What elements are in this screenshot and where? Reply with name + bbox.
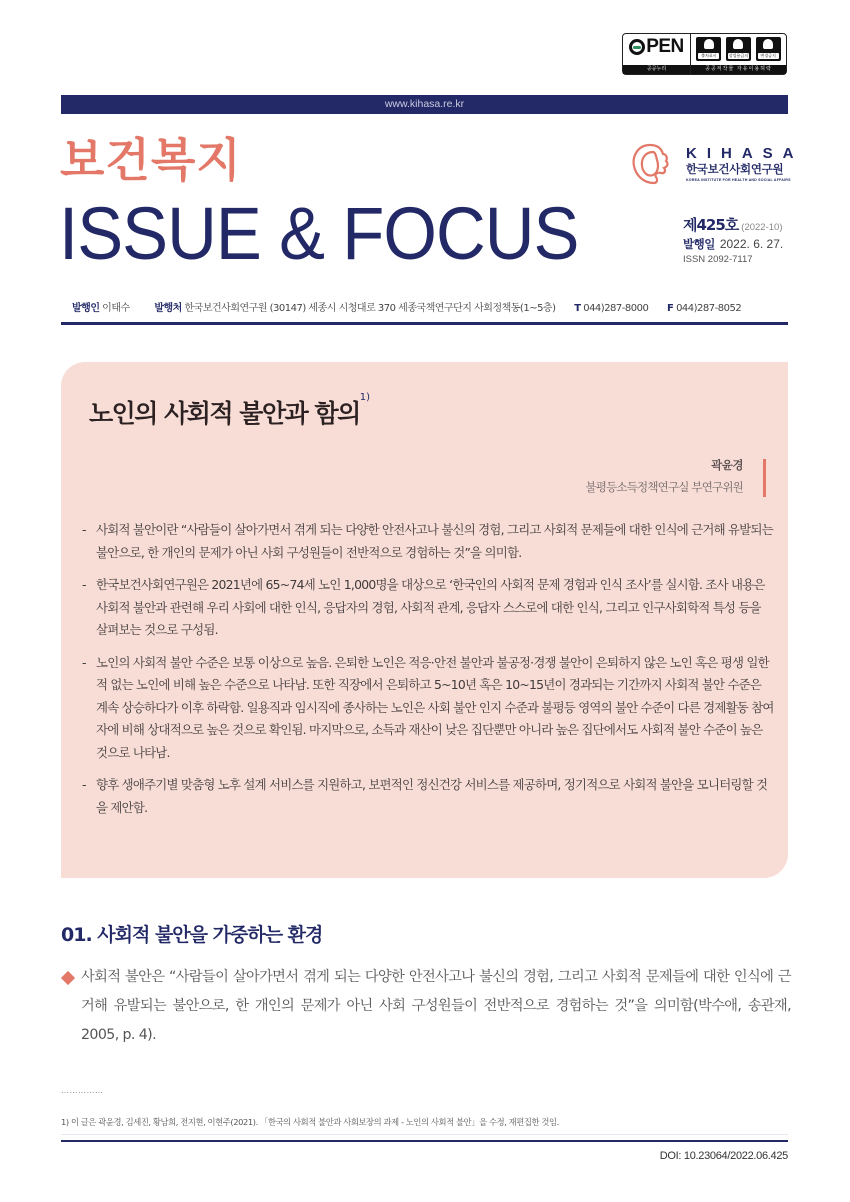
footnote-text: 1) 이 글은 곽윤경, 김세진, 황남희, 전지현, 이현주(2021). 「한국의 사회적 불안과 사회보장의 과제 - 노인의 사회적 불안」을 수정, 재편집한 것임. <box>61 1117 559 1127</box>
header-divider <box>61 322 788 325</box>
no-derivatives-icon: 변경금지 <box>756 37 781 61</box>
summary-bullet: - 한국보건사회연구원은 2021년에 65~74세 노인 1,000명을 대상으로 ‘한국인의 사회적 문제 경험과 인식 조사’를 실시함. 조사 내용은 사회적 불안과 관련해 우리 사회에 대한 인식, 응답자의 경험, 사회적 관계, 응답자 스스로에 대한 인식, 그리고 인구사회학적 특성 등을 살펴보는 것으로 구성됨. <box>79 574 774 642</box>
logo-name-en-full: KOREA INSTITUTE FOR HEALTH AND SOCIAL AFFAIRS <box>686 177 791 182</box>
publisher-info <box>72 299 788 314</box>
open-o-icon <box>629 39 645 55</box>
issue-number: 제425호 <box>683 216 739 234</box>
summary-bullets <box>79 519 774 829</box>
footnote-divider <box>61 1134 788 1135</box>
logo-name-ko: 한국보건사회연구원 <box>686 161 784 176</box>
kihasa-head-icon <box>628 140 676 188</box>
publication-title-korean: 보건복지 <box>60 133 242 187</box>
tel-number: 044)287-8000 <box>583 303 649 314</box>
url-banner[interactable]: www.kihasa.re.kr <box>61 95 788 114</box>
article-title: 노인의 사회적 불안과 함의$^{1)}$ <box>89 392 371 428</box>
issue-number-sub: (2022-10) <box>741 222 783 233</box>
diamond-bullet-icon <box>61 971 75 985</box>
office-address: 한국보건사회연구원 (30147) 세종시 시청대로 370 세종국책연구단지 사회정책동(1~5층) <box>184 303 556 314</box>
author-block <box>586 457 744 495</box>
issue-date: 2022. 6. 27. <box>719 237 784 251</box>
footnote-ref[interactable]: 1) <box>359 392 371 403</box>
issue-date-label: 발행일 <box>683 237 715 251</box>
fax-label: F <box>667 303 674 314</box>
open-logo: PEN 공공누리 <box>623 34 691 74</box>
license-conditions: 출처표시 상업용금지 변경금지 공공저작물 자유이용허락 <box>691 34 786 74</box>
author-accent-bar <box>763 459 766 497</box>
attribution-icon: 출처표시 <box>696 37 721 61</box>
footer-divider <box>61 1140 788 1142</box>
publisher-name: 이태수 <box>102 303 130 314</box>
author-affiliation: 불평등소득정책연구실 부연구위원 <box>585 480 743 494</box>
issn: ISSN 2092-7117 <box>683 254 753 265</box>
fax-number: 044)287-8052 <box>676 303 742 314</box>
section-paragraph: 사회적 불안은 “사람들이 살아가면서 겪게 되는 다양한 안전사고나 불신의 경험, 그리고 사회적 문제들에 대한 인식에 근거해 유발되는 불안으로, 한 개인의 문제가 아닌 사회 구성원들이 전반적으로 경험하는 것”을 의미함(박수애, 송관재, 2005, p. 4). <box>61 963 791 1050</box>
section-heading: 01. 사회적 불안을 가중하는 환경 <box>61 924 323 946</box>
publisher-label: 발행인 <box>72 303 100 314</box>
footnote-separator: …………… <box>61 1086 104 1095</box>
tel-label: T <box>574 303 581 314</box>
doi[interactable]: DOI: 10.23064/2022.06.425 <box>659 1150 788 1162</box>
summary-bullet: - 향후 생애주기별 맞춤형 노후 설계 서비스를 지원하고, 보편적인 정신건강 서비스를 제공하며, 정기적으로 사회적 불안을 모니터링할 것을 제안함. <box>79 774 774 819</box>
logo-name-en: KIHASA <box>686 144 804 162</box>
open-license-badge <box>622 33 787 75</box>
issue-info <box>683 214 783 265</box>
publication-title-english: ISSUE & FOCUS <box>59 192 579 275</box>
summary-bullet: - 사회적 불안이란 “사람들이 살아가면서 겪게 되는 다양한 안전사고나 불신의 경험, 그리고 사회적 문제들에 대한 인식에 근거해 유발되는 불안으로, 한 개인의 문제가 아닌 사회 구성원들이 전반적으로 경험하는 것”을 의미함. <box>79 519 774 564</box>
summary-bullet: - 노인의 사회적 불안 수준은 보통 이상으로 높음. 은퇴한 노인은 적응·안전 불안과 불공정·경쟁 불안이 은퇴하지 않은 노인 혹은 평생 일한 적 없는 노인에 비해 높은 수준으로 나타남. 또한 직장에서 은퇴하고 5~10년 혹은 10~15년이 경과되는 기간까지 사회적 불안 수준은 계속 상승하다가 이후 하락함. 일용직과 임시직에 종사하는 노인은 사회 불안 인지 수준과 불평등 영역의 불안 수준이 다른 경제활동 참여자에 비해 상대적으로 높은 것으로 확인됨. 마지막으로, 소득과 재산이 낮은 집단뿐만 아니라 높은 집단에서도 사회적 불안 수준이 높은 것으로 나타남. <box>79 652 774 765</box>
kihasa-logo <box>628 140 804 188</box>
office-label: 발행처 <box>154 303 182 314</box>
author-name: 곽윤경 <box>711 458 743 472</box>
summary-box <box>61 362 788 878</box>
non-commercial-icon: 상업용금지 <box>726 37 751 61</box>
